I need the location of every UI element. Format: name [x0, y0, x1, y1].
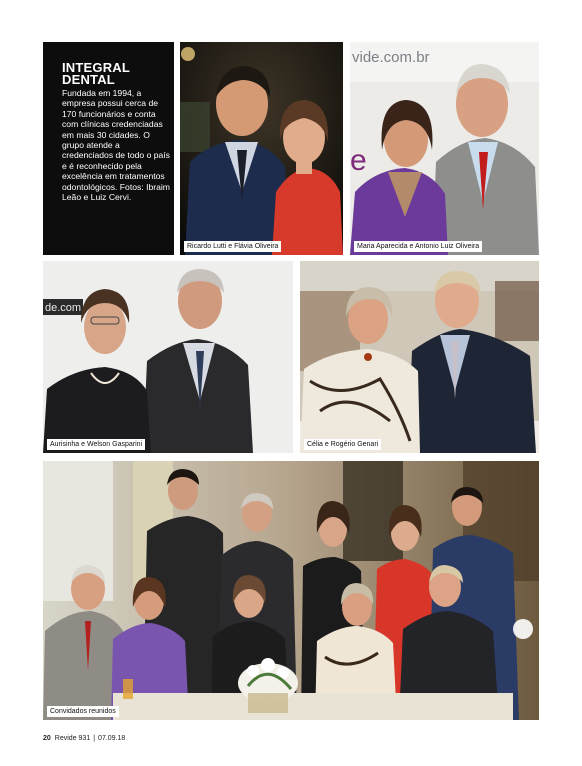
- photo-caption: Célia e Rogério Genari: [304, 439, 381, 450]
- page-footer: [43, 735, 125, 742]
- issue-date: 07.09.18: [98, 735, 126, 742]
- svg-text:e: e: [350, 144, 367, 177]
- photo-maria-antonio: [350, 42, 539, 255]
- photo-aurisinha-welson: [43, 261, 293, 453]
- photo-caption: Aurisinha e Welson Gasparini: [47, 439, 145, 450]
- photo-convidados-reunidos: [43, 461, 539, 720]
- magazine-name: Revide 931: [54, 735, 91, 742]
- photo-ricardo-flavia: [180, 42, 343, 255]
- article-title: INTEGRAL DENTAL: [62, 60, 130, 87]
- photo-celia-rogerio: [300, 261, 539, 453]
- page-number: 20: [43, 735, 51, 742]
- footer-separator: |: [93, 735, 96, 742]
- article-intro-box: [43, 42, 174, 255]
- photo-caption: Maria Aparecida e Antonio Luiz Oliveira: [354, 241, 482, 252]
- photo-caption: Convidados reunidos: [47, 706, 119, 717]
- backdrop-text: de.com: [45, 302, 82, 314]
- backdrop-text: vide.com.br: [352, 49, 430, 66]
- article-body: Fundada em 1994, a empresa possui cerca de 170 funcionários e conta com clínicas credenciadas em mais 30 cidades. O grupo atende a credenciados de todo o país e é reconhecido pela excelência em tratamentos odontológicos. Fotos: Ibraim Leão e Luiz Cervi.: [62, 88, 170, 203]
- photo-caption: Ricardo Lutti e Flávia Oliveira: [184, 241, 281, 252]
